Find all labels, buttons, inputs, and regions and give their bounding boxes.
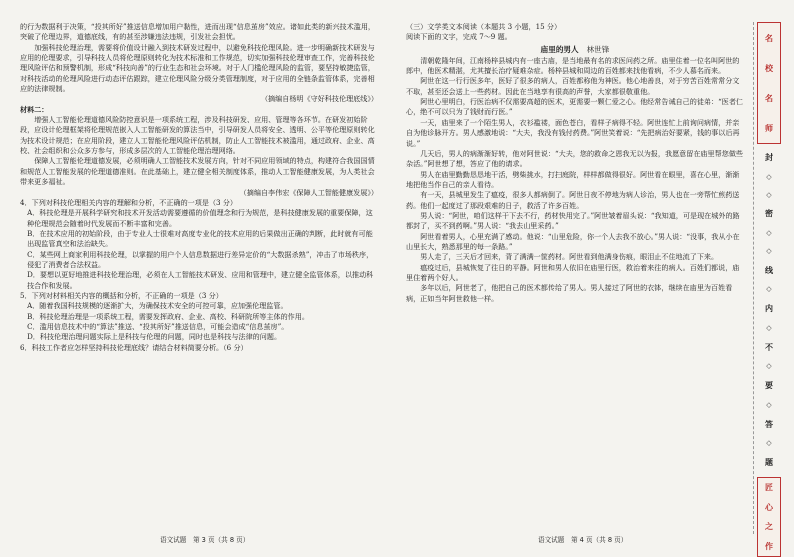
- brand-char: 名: [765, 33, 773, 43]
- story-paragraph: 多年以后，阿世老了，他把自己的医术都传给了男人。男人接过了阿世的衣钵，继续在庙里为百姓看病，正如当年阿世救他一样。: [406, 283, 733, 303]
- story-paragraph: 清朝乾隆年间，江南杨梓县城内有一座古庙，是当地最有名的求医问药之所。庙里住着一位名叫阿世的郎中，他医术精湛，尤其擅长治疗疑难杂症。杨梓县城和周边的百姓都来找他看病，不少人慕名而来。: [406, 55, 740, 76]
- question-5-option-c: C．滥用信息技术中的“算法”推送、“投其所好”推送信息，可能会造成“信息茧房”。: [27, 321, 289, 331]
- question-5-option-b: B．科技伦理治理是一项系统工程，需要发挥政府、企业、高校、科研院所等主体的作用。: [27, 311, 309, 321]
- story-paragraph: 几天后，男人的病渐渐好转，他对阿世说：“大夫，您的救命之恩我无以为报，我愿意留在庙里帮您做些杂活。”阿世想了想，答应了他的请求。: [406, 148, 744, 169]
- brand-char: 匠: [765, 483, 773, 493]
- story-paragraph: 男人说：“阿世，咱们这样干下去不行，药材快用完了。”阿世皱着眉头说：“我知道，可是现在城外的路都封了，买不到药啊。”男人说：“我去山里采药。”: [406, 210, 740, 231]
- seal-char: 线: [765, 265, 773, 275]
- seal-char: 题: [765, 458, 773, 467]
- brand-char: 之: [765, 522, 773, 532]
- story-paragraph: 瘟疫过后，县城恢复了往日的平静。阿世和男人依旧在庙里行医，救治着来往的病人。百姓们都说，庙里住着两个好人。: [406, 262, 740, 282]
- story-paragraph: 阿世在这一行行医多年，医好了很多的病人，百姓都称他为神医。他心地善良，对于穷苦百姓常常分文不取，甚至还会送上一些药材。因此在当地享有很高的声誉，大家都很敬重他。: [406, 76, 740, 96]
- diamond-icon: ◇: [766, 439, 772, 448]
- question-4: 4．下列对科技伦理相关内容的理解和分析，不正确的一项是（3 分）: [20, 197, 237, 207]
- diamond-icon: ◇: [766, 172, 772, 181]
- story-author: 林世锋: [586, 44, 610, 54]
- material-two-heading: 材料二：: [20, 104, 49, 114]
- diamond-icon: ◇: [766, 323, 772, 332]
- seal-char: 答: [765, 419, 773, 429]
- diamond-icon: ◇: [766, 285, 772, 294]
- question-5-option-d: D．科技伦理治理问题实际上是科技与伦理的问题，同时也是科技与法律的问题。: [27, 332, 282, 342]
- story-paragraph: 有一天，县城里发生了瘟疫，很多人都病倒了。阿世日夜不停地为病人诊治，男人也在一旁帮忙煎药送药。他们一起度过了那段艰难的日子，救活了许多百姓。: [406, 190, 740, 210]
- reading-instruction: 阅读下面的文字，完成 7～9 题。: [406, 32, 512, 42]
- source-citation: （摘编自李伟宏《保障人工智能健康发展》）: [239, 187, 378, 197]
- binding-margin: [757, 22, 781, 551]
- binding-fold-line: [753, 22, 754, 534]
- material-two-paragraph: 增强人工智能伦理道德风险防控意识是一项系统工程，涉及科技研发、应用、管理等各环节。在研发初始阶段，应设计伦理框架将伦理规范嵌入人工智能研发的算法当中，引导研发人员将安全、透明、公平等伦理原则转化为技术设计规范；在应用阶段，建立人工智能伦理风险评估机制，防止人工智能技术被滥用，通过政府、企业、高校、社会组织和公众多方参与，形成多层次的人工智能伦理治理网络。: [20, 115, 375, 156]
- left-page: [20, 22, 378, 353]
- seal-char: 封: [765, 153, 773, 162]
- question-5: 5．下列对材料相关内容的概括和分析，不正确的一项是（3 分）: [20, 290, 223, 300]
- seal-line-notice: [757, 152, 781, 468]
- story-title: 庙里的男人: [540, 44, 579, 54]
- question-4-option-a: A．科技伦理是开展科学研究和技术开发活动需要遵循的价值理念和行为规范，是科技健康发展的重要保障，这种伦理规范会随着时代发展而不断丰富和完善。: [27, 208, 373, 228]
- seal-char: 不: [765, 342, 773, 352]
- section-heading: （三）文学类文本阅读（本题共 3 小题，15 分）: [406, 22, 562, 31]
- story-paragraph: 阿世看着男人，心里充满了感动。他说：“山里危险，你一个人去我不放心。”男人说：“没事，我从小在山里长大，熟悉那里的每一条路。”: [406, 231, 740, 251]
- brand-char: 作: [765, 541, 773, 551]
- material-two-paragraph: 保障人工智能伦理道德发展，必须明确人工智能技术发展方向，针对不同应用领域的特点，构建符合我国国情和规范人工智能发展的伦理道德准则。在此基础上，建立健全相关制度体系，推动人工智能健康发展，为人类社会带来更多福祉。: [20, 156, 375, 187]
- brand-char: 心: [765, 502, 773, 512]
- diamond-icon: ◇: [766, 362, 772, 371]
- diamond-icon: ◇: [766, 246, 772, 255]
- story-paragraph: 阿世心里明白，行医治病不仅需要高超的医术，更需要一颗仁爱之心。他经常告诫自己的徒弟：“医者仁心，绝不可以只为了钱财而行医。”: [406, 97, 744, 117]
- brand-strip-bottom: [757, 477, 781, 557]
- brand-strip-top: [757, 22, 781, 144]
- story-title-line: [406, 44, 744, 55]
- brand-char: 名: [765, 93, 773, 103]
- material-one-tail: 的行为数据利于决策，“投其所好”推送信息增加用户黏性，进而出现“信息茧房”效应。诸如此类的新兴技术滥用，突破了伦理边界，道德底线，有的甚至涉嫌违法违规，引发社会担忧。: [20, 22, 376, 42]
- page-footer-right: 语文试题 第 4 页（共 8 页）: [538, 536, 628, 544]
- brand-char: 师: [765, 123, 773, 133]
- story-paragraph: 男人走了，三天后才回来，背了满满一筐药材。阿世看到他满身伤痕，眼泪止不住地流了下来。: [420, 252, 719, 262]
- material-one-paragraph: 加强科技伦理治理，需要将价值设计融入到技术研发过程中，以避免科技伦理风险。进一步明确新技术研发与应用的伦理要求，引导科技人员将伦理原则转化为技术标准和工作规范，切实加强科技伦理审查工作，完善科技伦理风险评估和预警机制，形成“科技向善”的行业生态和社会环境。对于人门槛伦理风险的监管，要坚持敏捷监管，对科技活动的伦理风险进行动态评估跟踪，建立伦理风险分级分类管理制度，对于应用的全链条监管体系，完善相应的法律规制。: [20, 42, 375, 94]
- question-4-option-b: B．在技术应用的初始阶段，由于专业人士很难对高度专业化的技术应用的后果做出正确的判断，此时就有可能出现监管真空和法治缺失。: [27, 228, 373, 249]
- page-footer-left: 语文试题 第 3 页（共 8 页）: [160, 536, 250, 544]
- seal-char: 内: [765, 304, 773, 313]
- seal-char: 密: [765, 209, 773, 219]
- source-citation: （摘编自杨明《守好科技伦理底线》）: [260, 94, 378, 104]
- right-page: [406, 22, 744, 304]
- question-6: 6．科技工作者应怎样坚持科技伦理底线？请结合材料简要分析。（6 分）: [20, 342, 248, 352]
- question-5-option-a: A．随着我国科技规模的逐渐扩大，为确保技术安全的可控可靠，应加强伦理监管。: [27, 301, 288, 311]
- diamond-icon: ◇: [766, 400, 772, 409]
- brand-char: 校: [765, 63, 773, 73]
- story-paragraph: 男人在庙里勤勤恳恳地干活，劈柴挑水，打扫庭院，样样都做得很好。阿世看在眼里，喜在心里，渐渐地把他当作自己的亲人看待。: [406, 169, 740, 189]
- question-4-option-d: D．要想以更好地推进科技伦理治理，必须在人工智能技术研发、应用和管理中，建立健全监管体系，以推动科技合作和发展。: [27, 270, 374, 290]
- diamond-icon: ◇: [766, 229, 772, 237]
- story-paragraph: 一天，庙里来了一个陌生男人，衣衫褴褛，面色苍白，看样子病得不轻。阿世连忙上前询问病情，并亲自为他诊脉开方。男人感激地说：“大夫，我没有钱付药费。”阿世笑着说：“先把病治好要紧，钱的事以后再说。”: [406, 117, 740, 148]
- diamond-icon: ◇: [766, 190, 772, 199]
- seal-char: 要: [765, 381, 773, 390]
- question-4-option-c: C．某些网上商家利用科技伦理，以掌握的用户个人信息数据进行差异定价的“大数据杀熟”，冲击了市场秩序，侵犯了消费者合法权益。: [27, 249, 374, 269]
